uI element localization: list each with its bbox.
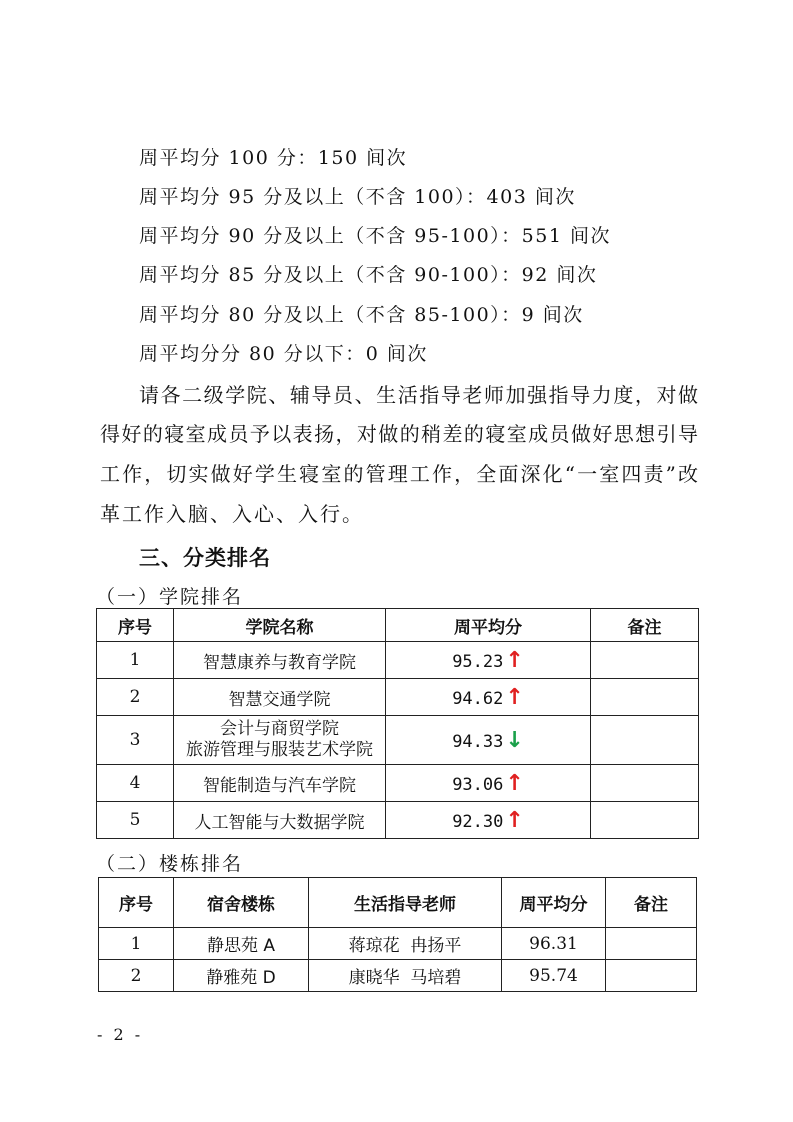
college-ranking-subtitle: （一）学院排名 (96, 586, 244, 608)
header-note: 备注 (591, 609, 699, 642)
stat-line: 周平均分 95 分及以上（不含 100）：403 间次 (139, 186, 576, 208)
header-weekly-average: 周平均分 (386, 609, 591, 642)
note (591, 765, 699, 802)
header-life-teacher: 生活指导老师 (309, 878, 502, 928)
row-no: 5 (97, 802, 174, 839)
note (591, 716, 699, 765)
header-note: 备注 (606, 878, 697, 928)
score-value: 94.33 (452, 731, 504, 752)
header-no: 序号 (99, 878, 174, 928)
row-no: 4 (97, 765, 174, 802)
college-name: 人工智能与大数据学院 (174, 802, 386, 839)
college-ranking-table (96, 608, 699, 839)
weekly-average (386, 716, 591, 765)
score-value: 93.06 (452, 774, 504, 795)
table-header-row (99, 878, 697, 928)
row-no: 1 (99, 928, 174, 960)
college-name-line: 旅游管理与服装艺术学院 (186, 740, 373, 760)
table-row (97, 716, 699, 765)
weekly-average (386, 802, 591, 839)
score-value: 95.23 (452, 651, 504, 672)
score-value: 92.30 (452, 811, 504, 832)
weekly-average: 96.31 (502, 928, 606, 960)
table-row (97, 765, 699, 802)
building-ranking-subtitle: （二）楼栋排名 (96, 853, 244, 875)
paragraph-line (139, 382, 698, 408)
paragraph-text: 请各二级学院、辅导员、生活指导老师加强指导力度，对做 (139, 383, 698, 407)
row-no: 2 (97, 679, 174, 716)
stat-line: 周平均分 85 分及以上（不含 90-100）：92 间次 (139, 264, 598, 286)
header-no: 序号 (97, 609, 174, 642)
college-name (174, 716, 386, 765)
stat-line: 周平均分分 80 分以下：0 间次 (139, 343, 428, 365)
arrow-up-icon: ↑ (505, 647, 524, 673)
weekly-average (386, 679, 591, 716)
row-no: 2 (99, 960, 174, 992)
note (591, 802, 699, 839)
weekly-average: 95.74 (502, 960, 606, 992)
paragraph-line: 工作，切实做好学生寝室的管理工作，全面深化“一室四责”改 (100, 462, 698, 486)
weekly-average (386, 642, 591, 679)
table-row (99, 960, 697, 992)
header-weekly-average: 周平均分 (502, 878, 606, 928)
arrow-up-icon: ↑ (505, 684, 524, 710)
table-row (97, 642, 699, 679)
page-number: - 2 - (97, 1025, 144, 1044)
score-value: 94.62 (452, 688, 504, 709)
table-row (97, 679, 699, 716)
row-no: 1 (97, 642, 174, 679)
stat-line: 周平均分 90 分及以上（不含 95-100）：551 间次 (139, 225, 611, 247)
teacher-names: 蒋琼花 冉扬平 (309, 928, 502, 960)
table-header-row (97, 609, 699, 642)
paragraph-line: 革工作入脑、入心、入行。 (100, 502, 364, 526)
building-ranking-table (98, 877, 697, 992)
table-row (99, 928, 697, 960)
weekly-average (386, 765, 591, 802)
college-name: 智慧康养与教育学院 (174, 642, 386, 679)
building-name: 静思苑 A (174, 928, 309, 960)
stat-line: 周平均分 100 分：150 间次 (139, 147, 408, 169)
teacher-names: 康晓华 马培碧 (309, 960, 502, 992)
note (591, 642, 699, 679)
paragraph-line: 得好的寝室成员予以表扬，对做的稍差的寝室成员做好思想引导 (100, 422, 698, 446)
header-building: 宿舍楼栋 (174, 878, 309, 928)
header-college-name: 学院名称 (174, 609, 386, 642)
arrow-up-icon: ↑ (505, 807, 524, 833)
table-row (97, 802, 699, 839)
college-name: 智慧交通学院 (174, 679, 386, 716)
college-name-line: 会计与商贸学院 (220, 719, 339, 739)
arrow-down-icon: ↓ (505, 727, 524, 753)
stat-line: 周平均分 80 分及以上（不含 85-100）：9 间次 (139, 304, 584, 326)
college-name: 智能制造与汽车学院 (174, 765, 386, 802)
row-no: 3 (97, 716, 174, 765)
note (606, 960, 697, 992)
arrow-up-icon: ↑ (505, 770, 524, 796)
section-title: 三、分类排名 (139, 546, 271, 570)
building-name: 静雅苑 D (174, 960, 309, 992)
note (606, 928, 697, 960)
note (591, 679, 699, 716)
